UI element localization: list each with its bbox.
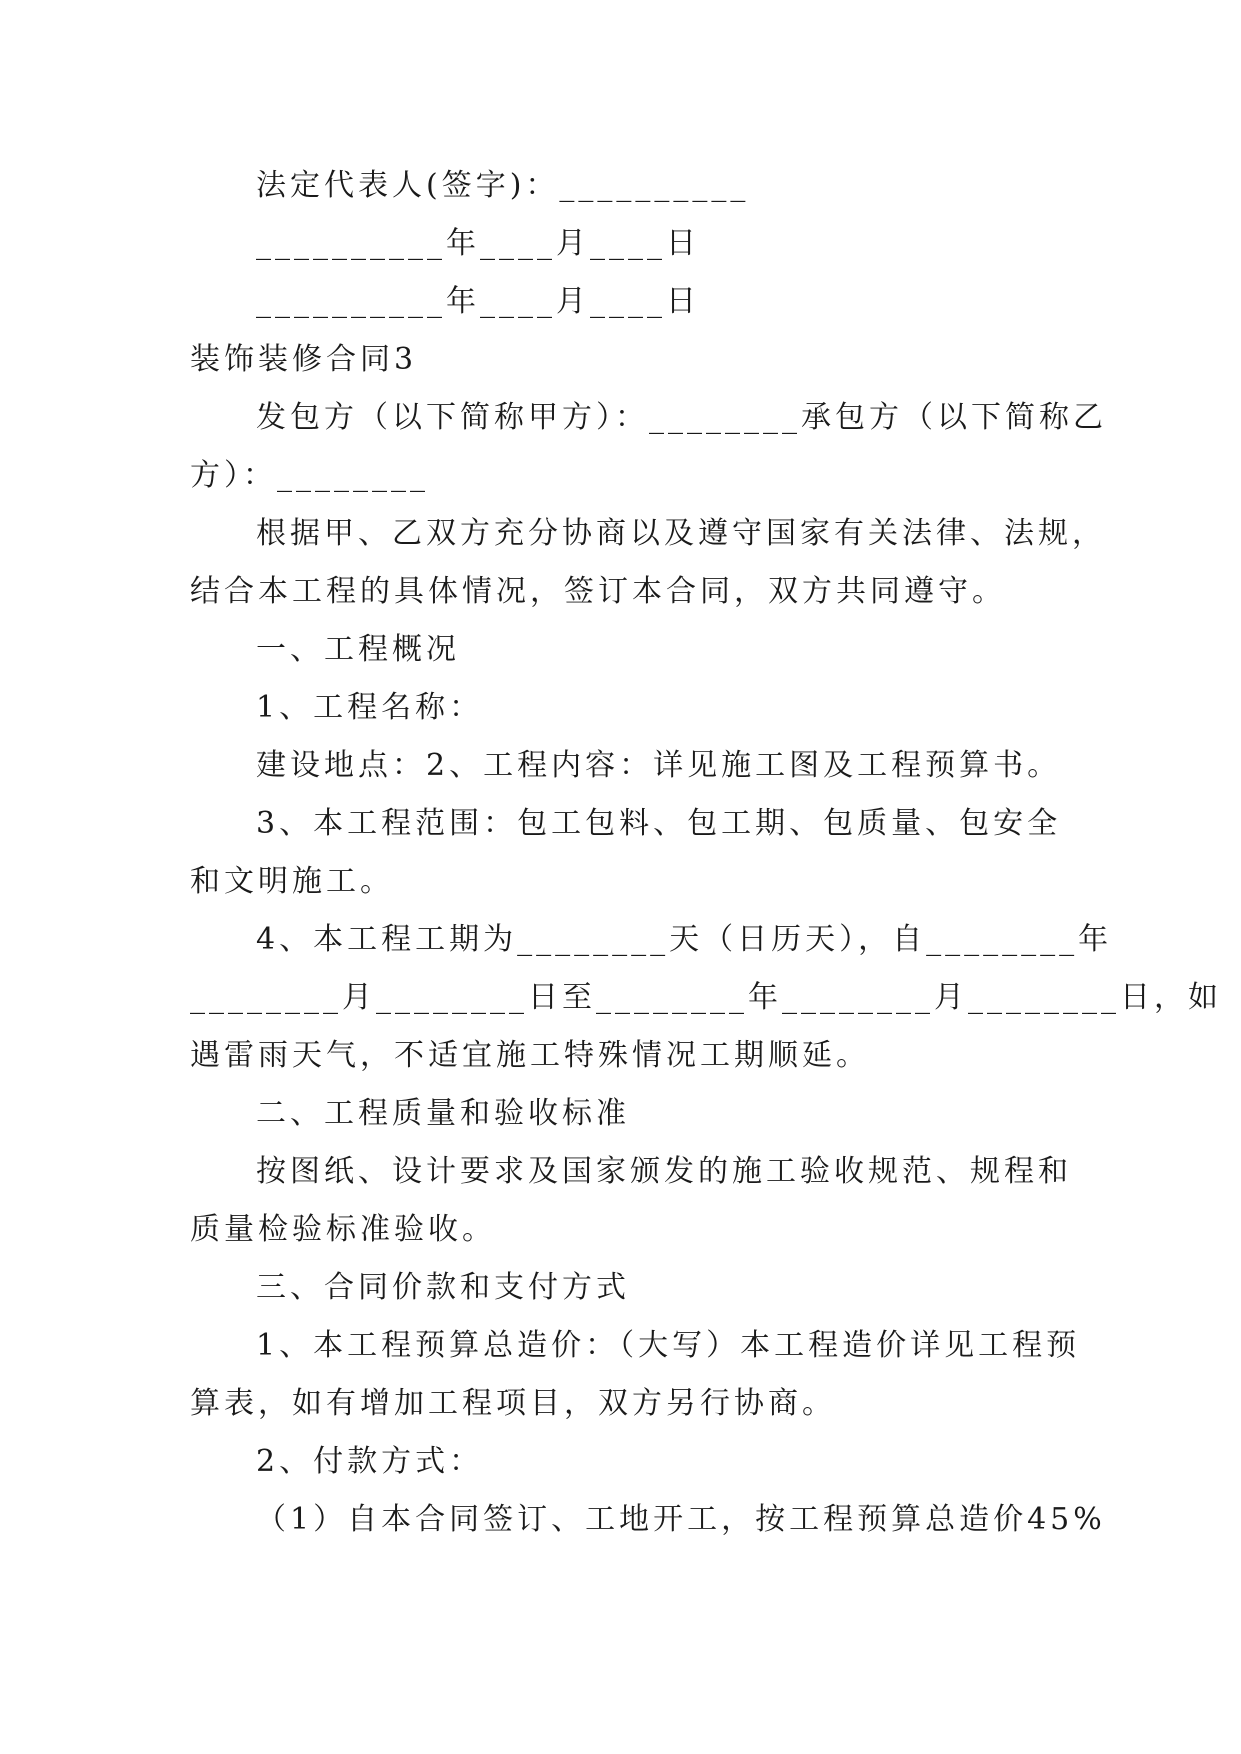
paragraph-line: 方）：________ [190, 458, 429, 493]
date-line: __________年____月____日 [256, 226, 700, 261]
section-heading: 二、工程质量和验收标准 [256, 1096, 630, 1131]
paragraph-line: 按图纸、设计要求及国家颁发的施工验收规范、规程和 [256, 1154, 1072, 1189]
paragraph-line: 3、本工程范围：包工包料、包工期、包质量、包安全 [256, 806, 1062, 841]
signature-line: 法定代表人(签字)：__________ [256, 168, 750, 203]
paragraph-line: 结合本工程的具体情况，签订本合同，双方共同遵守。 [190, 574, 1006, 609]
paragraph-line: （1）自本合同签订、工地开工，按工程预算总造价45% [256, 1502, 1106, 1537]
paragraph-line: 根据甲、乙双方充分协商以及遵守国家有关法律、法规， [256, 516, 1106, 551]
contract-title: 装饰装修合同3 [190, 342, 418, 377]
paragraph-line: 发包方（以下简称甲方）：________承包方（以下简称乙 [256, 400, 1107, 435]
paragraph-line: 建设地点：2、工程内容：详见施工图及工程预算书。 [256, 748, 1062, 783]
paragraph-line: 1、工程名称： [256, 690, 484, 725]
paragraph-line: 4、本工程工期为________天（日历天），自________年 [256, 922, 1113, 957]
paragraph-line: 质量检验标准验收。 [190, 1212, 496, 1247]
paragraph-line: 2、付款方式： [256, 1444, 484, 1479]
paragraph-line: 算表，如有增加工程项目，双方另行协商。 [190, 1386, 836, 1421]
date-line: __________年____月____日 [256, 284, 700, 319]
section-heading: 三、合同价款和支付方式 [256, 1270, 630, 1305]
paragraph-line: ________月________日至________年________月________日，如 [190, 980, 1222, 1015]
paragraph-line: 和文明施工。 [190, 864, 394, 899]
paragraph-line: 1、本工程预算总造价：（大写）本工程造价详见工程预 [256, 1328, 1081, 1363]
paragraph-line: 遇雷雨天气，不适宜施工特殊情况工期顺延。 [190, 1038, 870, 1073]
section-heading: 一、工程概况 [256, 632, 460, 667]
